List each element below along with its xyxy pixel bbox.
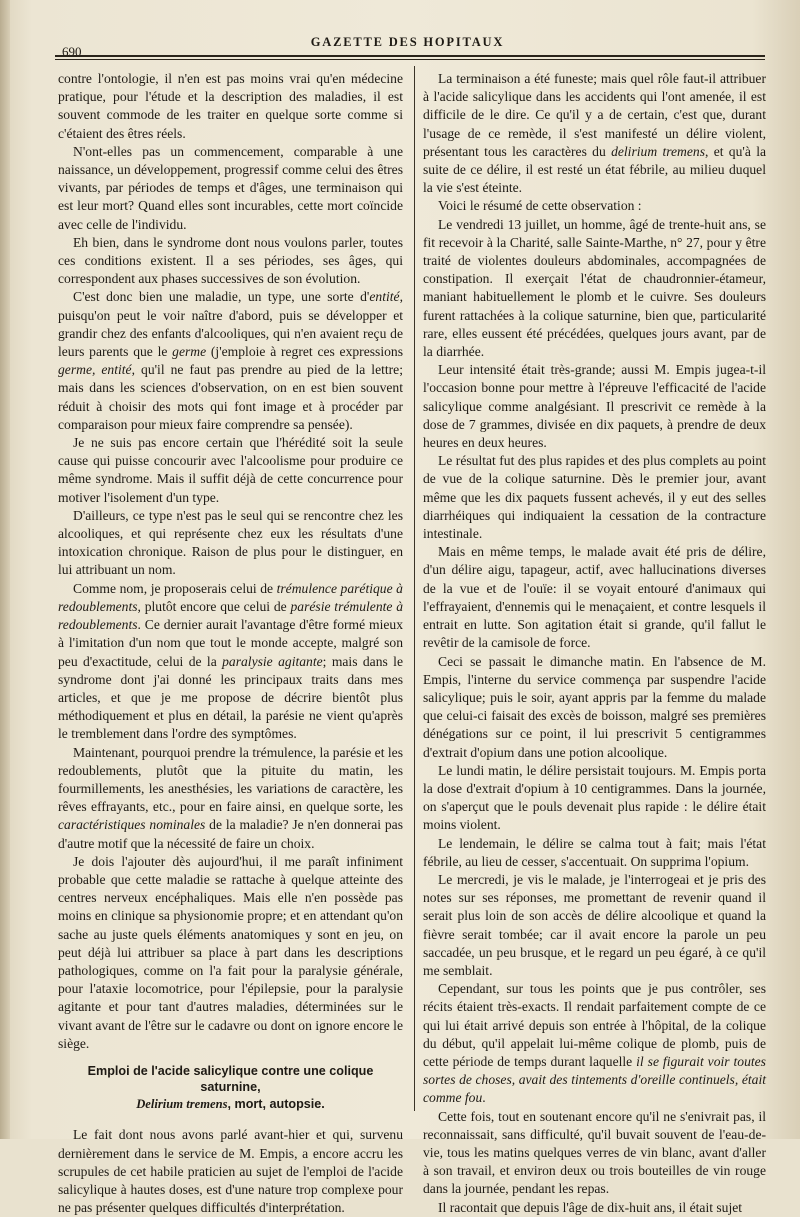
paragraph: Leur intensité était très-grande; aussi M. Empis jugea-t-il l'occasion bonne pour mettre à l'épreuve l'efficacité de l'acide salicylique comme analgésiant. Il prescrivit ce remède à la dose de 7 grammes, divisée en dix paquets, à prendre de deux heures en deux heures. xyxy=(423,362,766,451)
paragraph: contre l'ontologie, il n'en est pas moins vrai qu'en médecine pratique, pour l'étude et la description des maladies, il est souvent commode de les traiter en quelque sorte comme si c'étaient des êtres réels. xyxy=(58,71,403,141)
text-run: La terminaison a été funeste; mais quel rôle faut-il attribuer à l'acide salicylique dans les accidents qui l'ont amenée, il est difficile de le dire. Ce qu'il y a de certain, c'est que, durant l'usage de ce remède, il s'est manifesté un délire violent, présentant tous les caractères du xyxy=(423,71,766,159)
text-run: C'est donc bien une maladie, un type, une sorte d' xyxy=(73,289,370,305)
paragraph: Ceci se passait le dimanche matin. En l'absence de M. Empis, l'interne du service commença par suspendre l'acide salicylique; puis le soir, ayant appris par la femme du malade que celui-ci faisait des excès de boisson, malgré ses premières dénégations sur ce point, il lui prescrivit 5 centigrammes d'extrait d'opium dans une potion alcoolique. xyxy=(423,653,766,760)
paragraph xyxy=(58,744,403,853)
right-column xyxy=(423,70,766,1217)
paragraph: Voici le résumé de cette observation : xyxy=(438,198,642,214)
paragraph: Je ne suis pas encore certain que l'hérédité soit la seule cause qui puisse concourir avec l'alcoolisme pour produire ce même syndrome. Mais il suffit déjà de cette concurrence pour motiver l'isolement d'un type. xyxy=(58,435,403,505)
paragraph: Il racontait que depuis l'âge de dix-huit ans, il était sujet xyxy=(438,1199,743,1215)
italic-quote: il se figurait voir toutes sortes de choses, avait des tintements d'oreille continuels, était comme fou xyxy=(423,1053,766,1106)
paragraph: Le résultat fut des plus rapides et des plus complets au point de vue de la colique saturnine. Dès le premier jour, avant même que les dix paquets fussent achevés, il y eut des selles diarrhéiques qui indiquaient la cessation de la contracture intestinale. xyxy=(423,453,766,542)
paragraph: N'ont-elles pas un commencement, comparable à une naissance, un développement, progressif comme celui des êtres vivants, par périodes de temps et d'âges, une terminaison qui est leur mort? Quand elles sont incurables, cette mort coïncide avec celle de l'individu. xyxy=(58,143,403,232)
text-run: , qu'il ne faut pas prendre au pied de la lettre; mais dans les sciences d'observation, on en est bien souvent réduit à choisir des mots qui font image et à procéder par comparaison pour mieux faire comprendre sa pensée). xyxy=(58,362,403,432)
text-run: , puisqu'on peut le voir naître d'abord, puis se développer et grandir chez des enfants d'alcooliques, qui n'en avaient reçu de leurs parents que le xyxy=(58,289,403,360)
paragraph: Cette fois, tout en soutenant encore qu'il ne s'enivrait pas, il reconnaissait, sans difficulté, qu'il buvait souvent de l'eau-de-vie, tous les matins quelques verres de vin blanc, avant d'aller à son travail, et environ deux ou trois bouteilles de vin rouge dans la journée, pendant les repas. xyxy=(423,1108,766,1197)
paragraph: Le vendredi 13 juillet, un homme, âgé de trente-huit ans, se fit recevoir à la Charité, salle Sainte-Marthe, n° 27, pour y être traité de violentes douleurs abdominales, accompagnées de constipation. Il exerçait l'état de chaudronnier-étameur, maniant habituellement le plomb et le cuivre. Ses douleurs furent rattachées à la colique saturnine, bien que, particularité rare, elles eussent été précédées, quelques jours avant, par de la diarrhée. xyxy=(423,216,766,360)
section-subtitle-rest: , mort, autopsie. xyxy=(227,1096,325,1111)
italic-term: germe xyxy=(172,344,207,360)
paragraph xyxy=(423,70,766,197)
paragraph: Le lundi matin, le délire persistait toujours. M. Empis porta la dose d'extrait d'opium à 10 centigrammes. Dans la journée, on s'aperçut que le pouls devenait plus rapide : le délire était moins violent. xyxy=(423,762,766,833)
header-rule-thin xyxy=(55,59,765,60)
italic-term: entité xyxy=(369,289,400,305)
italic-term: parésie trémulente à redoublements xyxy=(58,598,404,633)
section-subtitle-italic: Delirium tremens xyxy=(136,1096,228,1111)
section-subtitle xyxy=(58,1096,403,1113)
paragraph: Le lendemain, le délire se calma tout à fait; mais l'état fébrile, au lieu de cesser, s'accentuait. On supprima l'opium. xyxy=(423,835,766,869)
text-run: . Ce dernier aurait l'avantage d'être formé mieux à l'imitation d'un nom que tout le monde accepte, malgré son peu d'exactitude, celui de la xyxy=(58,617,403,669)
italic-term: delirium tremens xyxy=(611,143,705,159)
text-run: , plutôt encore que celui de xyxy=(137,598,291,614)
section-title: Emploi de l'acide salicylique contre une colique saturnine, xyxy=(87,1063,374,1095)
italic-term: paralysie agitante xyxy=(222,653,323,669)
left-column xyxy=(58,70,403,1217)
italic-term: caractéristiques nominales xyxy=(58,817,206,833)
paragraph: Le mercredi, je vis le malade, je l'interrogeai et je pris des notes sur ses réponses, me promettant de revenir quand il serait plus loin de son accès de délire alcoolique et quand la fièvre serait tombée; car il avait encore la parole un peu saccadée, un peu brusque, et le regard un peu égaré, à ce qu'il me semblait. xyxy=(423,871,766,978)
column-divider xyxy=(414,66,415,1111)
text-run: Maintenant, pourquoi prendre la trémulence, la parésie et les redoublements, plutôt que la pituite du matin, les fourmillements, les anesthésies, les variations de caractère, les rêves effrayants, etc., pour en faire ainsi, en quelque sorte, les xyxy=(58,744,403,815)
section-heading xyxy=(58,1063,403,1113)
paragraph: Eh bien, dans le syndrome dont nous voulons parler, toutes ces conditions existent. Il a ses périodes, ses âges, qui correspondent aux phases successives de son évolution. xyxy=(58,234,403,287)
paragraph: D'ailleurs, ce type n'est pas le seul qui se rencontre chez les alcooliques, et qui représente chez eux les résultats d'une intoxication chronique. Raison de plus pour le distinguer, en lui attribuant un nom. xyxy=(58,507,403,578)
journal-title: GAZETTE DES HOPITAUX xyxy=(310,35,505,49)
paragraph xyxy=(423,980,766,1107)
paragraph: Mais en même temps, le malade avait été pris de délire, d'un délire aigu, tapageur, actif, avec hallucinations diverses de la vue et de l'ouïe: il se voyait entouré d'animaux qui l'effrayaient, d'ennemis qui le menaçaient, et contre lesquels il entrait en lutte. Son agitation était si grande, qu'il fallut le revêtir de la camisole de force. xyxy=(423,544,766,651)
italic-term: trémulence parétique à redoublements xyxy=(58,580,403,614)
paragraph: Je dois l'ajouter dès aujourd'hui, il me paraît infiniment probable que cette maladie se rattache à quelque atteinte des centres nerveux encéphaliques. Mais elle n'en possède pas moins en clinique sa physionomie propre; et en attendant qu'on sache au juste quels éléments anatomiques y sont en jeu, on peut déjà lui attribuer sa place à part dans les descriptions pathologiques, comme on l'a fait pour la paralysie générale, pour l'ataxie locomotrice, pour l'épilepsie, pour la paralysie agitante et pour tant d'autres maladies, déterminées sur le vivant avant de l'être sur le cadavre ou dont on ignore encore le siège. xyxy=(58,853,403,1051)
paragraph: Le fait dont nous avons parlé avant-hier et qui, survenu dernièrement dans le service de M. Empis, a encore accru les scrupules de cet habile praticien au sujet de l'emploi de l'acide salicylique à hautes doses, est d'une nature trop complexe pour ne pas présenter quelques difficultés d'interprétation. xyxy=(58,1127,403,1216)
text-run: ; mais dans le syndrome dont j'ai donné les principaux traits dans mes articles, et que je me propose de décrire bientôt plus méthodiquement et plus en détail, la parésie ne vient qu'après le tremblement dans l'ordre des symptômes. xyxy=(58,653,403,742)
text-run: (j'emploie à regret ces expressions xyxy=(206,344,403,360)
text-run: Comme nom, je proposerais celui de xyxy=(73,580,277,596)
text-run: . xyxy=(482,1090,486,1106)
text-run: Cependant, sur tous les points que je pus contrôler, ses récits étaient très-exacts. Il rendait parfaitement compte de ce qui lui était arrivé depuis son entrée à l'hôpital, de la colique du début, qu'il appelait lui-même colique de plomb, puis de cette période de temps durant laquelle xyxy=(423,981,766,1069)
page-binding-edge xyxy=(0,0,10,1139)
text-run: de la maladie? Je n'en donnerai pas d'autre motif que la nécessité de faire un choix. xyxy=(58,817,403,851)
italic-term: germe, entité xyxy=(58,362,132,378)
paragraph xyxy=(58,580,403,744)
page-number: 690 xyxy=(62,44,82,59)
header-rule xyxy=(55,55,765,57)
text-run: , et qu'à la suite de ce délire, il est resté un état fébrile, au milieu duquel la vie s'est éteinte. xyxy=(423,143,766,196)
paragraph xyxy=(58,288,403,434)
